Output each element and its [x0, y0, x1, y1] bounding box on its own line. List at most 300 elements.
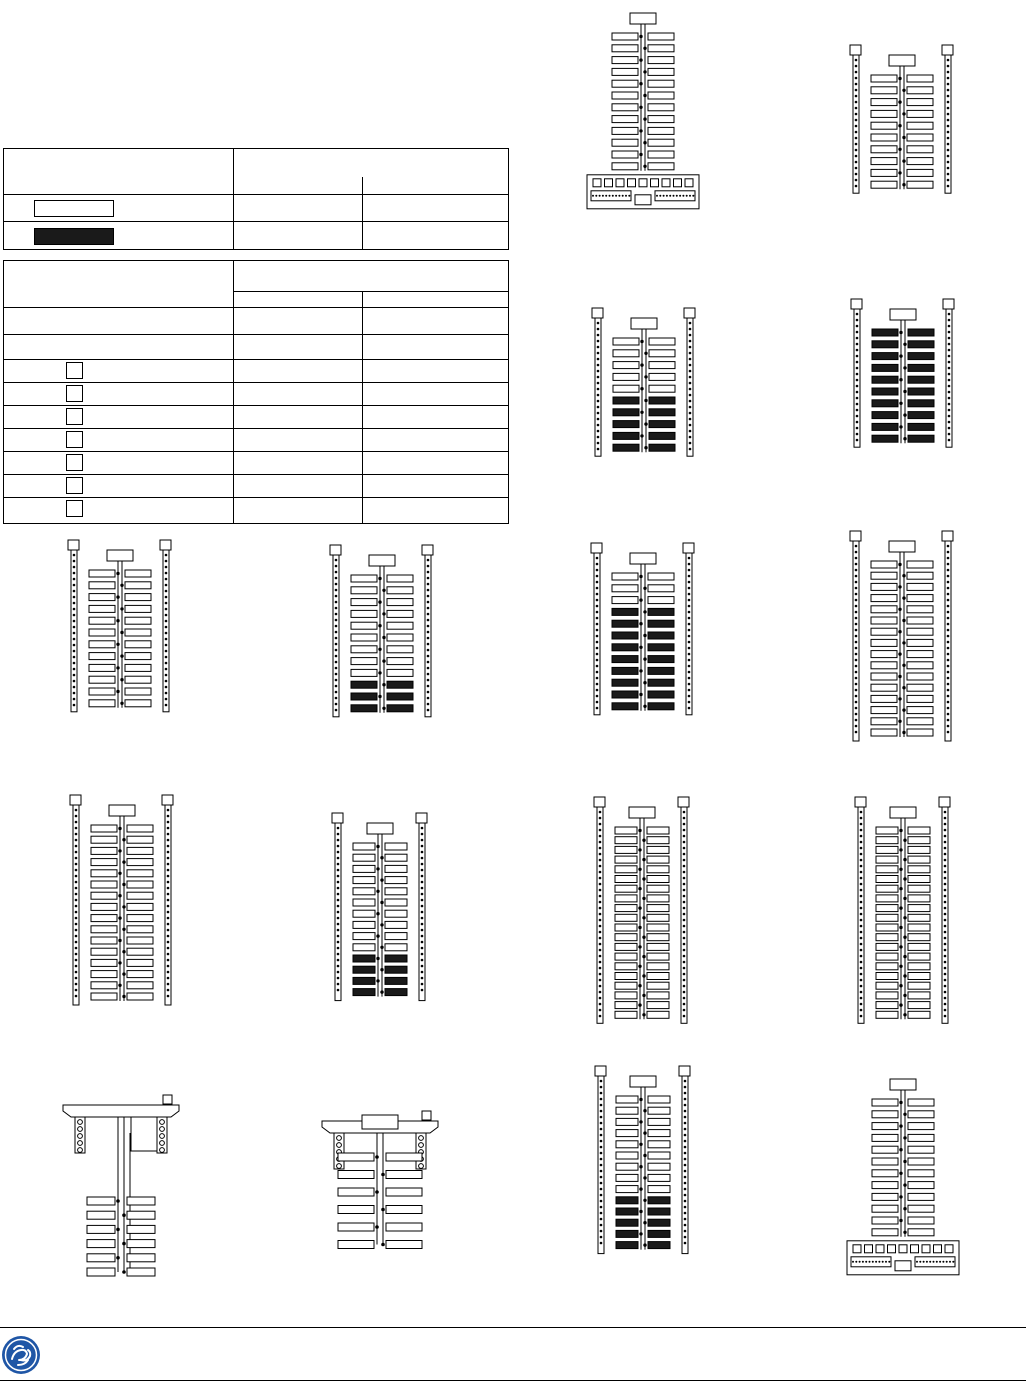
bar-terminal [948, 391, 951, 394]
bar-terminal [167, 977, 170, 980]
breaker-right [647, 992, 669, 999]
breaker-right [386, 1223, 422, 1231]
bus-tap [642, 1013, 645, 1016]
bar-terminal [596, 701, 599, 704]
breaker-left [616, 1186, 638, 1193]
breaker-left [89, 582, 115, 589]
bar-terminal [855, 629, 858, 632]
breaker-left [91, 915, 117, 922]
bar-terminal [75, 953, 78, 956]
bus-tap [640, 363, 643, 366]
breaker-left [615, 1002, 637, 1009]
bus-tap [642, 994, 645, 997]
bar-terminal [855, 161, 858, 164]
bar-terminal [167, 947, 170, 950]
breaker-right [127, 915, 153, 922]
bar-terminal [684, 1146, 687, 1149]
terminal-screw [878, 1261, 880, 1263]
bar-terminal [599, 937, 602, 940]
bar-terminal [688, 671, 691, 674]
bar-terminal [855, 77, 858, 80]
breaker-left [353, 910, 375, 917]
bar-terminal [421, 833, 424, 836]
bus-tap [378, 600, 381, 603]
main-breaker [367, 823, 393, 834]
bar-terminal [856, 319, 859, 322]
bar-terminal [596, 629, 599, 632]
bus-tap [116, 690, 119, 693]
bar-terminal [599, 907, 602, 910]
bar-terminal [855, 125, 858, 128]
bar-terminal [335, 643, 338, 646]
lug-terminal [160, 1127, 165, 1132]
breaker-left [615, 953, 637, 960]
bar-terminal [860, 997, 863, 1000]
bar-terminal [855, 185, 858, 188]
bus-tap [902, 159, 905, 162]
bus-tap [643, 94, 646, 97]
bar-terminal [947, 551, 950, 554]
bar-terminal [944, 847, 947, 850]
bar-terminal [860, 955, 863, 958]
terminal-center [895, 1261, 911, 1271]
bar-terminal [944, 913, 947, 916]
bar-terminal [597, 412, 600, 415]
footer-rule-bottom [0, 1380, 1026, 1381]
breaker-right [649, 350, 675, 357]
bar-terminal [600, 1242, 603, 1245]
bar-terminal [337, 845, 340, 848]
breaker-right [127, 903, 153, 910]
bar-terminal [167, 989, 170, 992]
bar-terminal [167, 815, 170, 818]
bus-tap [644, 375, 647, 378]
breaker-right [908, 982, 930, 989]
bar-terminal [944, 829, 947, 832]
terminal-screw [689, 195, 691, 197]
breaker-left [613, 373, 639, 380]
breaker-right [648, 151, 674, 158]
bar-terminal [167, 839, 170, 842]
ground-square [851, 299, 862, 309]
bar-terminal [335, 673, 338, 676]
bar-terminal [688, 605, 691, 608]
bus-tap [899, 906, 902, 909]
bus-tap [642, 897, 645, 900]
bus-tap [903, 366, 906, 369]
bar-terminal [683, 979, 686, 982]
bus-tap [638, 848, 641, 851]
bar-terminal [683, 853, 686, 856]
breaker-left [871, 99, 897, 106]
bar-terminal [856, 355, 859, 358]
bus-tap [382, 636, 385, 639]
bar-terminal [73, 662, 76, 665]
breaker-right [647, 837, 669, 844]
bus-tap [118, 984, 121, 987]
bar-terminal [165, 704, 168, 707]
breaker-left [615, 1011, 637, 1018]
bar-terminal [596, 689, 599, 692]
breaker-right [649, 338, 675, 345]
bar-terminal [856, 373, 859, 376]
bar-terminal [855, 65, 858, 68]
bar-terminal [167, 935, 170, 938]
bus-tap [643, 1109, 646, 1112]
breaker-right [387, 622, 413, 629]
bus-tap [903, 1183, 906, 1186]
ground-square [592, 308, 603, 318]
bus-tap [902, 112, 905, 115]
bar-terminal [684, 1134, 687, 1137]
bar-terminal [683, 949, 686, 952]
breaker-right [907, 146, 933, 153]
bus-tap [903, 916, 906, 919]
breaker-left [87, 1254, 115, 1262]
breaker-left [87, 1211, 115, 1219]
bar-terminal [421, 881, 424, 884]
breaker-left [871, 684, 897, 691]
bar-terminal [855, 137, 858, 140]
breaker-left [876, 846, 898, 853]
bar-terminal [421, 911, 424, 914]
bus-tap [376, 979, 379, 982]
bar-terminal [688, 665, 691, 668]
breaker-left [871, 662, 897, 669]
bus-tap [639, 693, 642, 696]
bar-terminal [337, 833, 340, 836]
breaker-right [127, 1240, 155, 1248]
breaker-right [649, 362, 675, 369]
ground-square [850, 45, 861, 55]
bus-tap [899, 425, 902, 428]
main-breaker [131, 1117, 157, 1151]
breaker-right [647, 973, 669, 980]
bar-terminal [856, 337, 859, 340]
bar-terminal [165, 650, 168, 653]
bar-terminal [427, 577, 430, 580]
bus-tap [118, 849, 121, 852]
bus-tap [903, 390, 906, 393]
breaker-right [647, 943, 669, 950]
lug-terminal [160, 1120, 165, 1125]
bar-terminal [855, 557, 858, 560]
bar-terminal [688, 701, 691, 704]
breaker-right [125, 570, 151, 577]
bar-terminal [597, 376, 600, 379]
bar-terminal [689, 436, 692, 439]
bar-terminal [855, 107, 858, 110]
breaker-left [613, 397, 639, 404]
main-breaker [631, 318, 657, 329]
bar-terminal [75, 995, 78, 998]
bar-terminal [684, 1230, 687, 1233]
breaker-left [871, 639, 897, 646]
bar-terminal [427, 667, 430, 670]
bar-terminal [856, 349, 859, 352]
bar-terminal [599, 931, 602, 934]
terminal-screw [885, 1261, 887, 1263]
bar-terminal [421, 887, 424, 890]
ground-square [591, 543, 602, 553]
bar-terminal [421, 971, 424, 974]
bar-terminal [688, 635, 691, 638]
bar-terminal [337, 827, 340, 830]
breaker-right [127, 982, 153, 989]
bar-terminal [599, 823, 602, 826]
bar-terminal [73, 680, 76, 683]
breaker-right [907, 718, 933, 725]
bar-terminal [689, 424, 692, 427]
main-breaker [889, 541, 915, 552]
terminal-screw [869, 1261, 871, 1263]
breaker-left [613, 409, 639, 416]
bar-terminal [335, 583, 338, 586]
breaker-right [648, 1197, 670, 1204]
bar-terminal [860, 829, 863, 832]
bar-terminal [947, 173, 950, 176]
bus-tap [120, 702, 123, 705]
bar-terminal [683, 877, 686, 880]
bar-terminal [335, 631, 338, 634]
bar-terminal [947, 611, 950, 614]
breaker-left [876, 953, 898, 960]
bus-tap [378, 671, 381, 674]
bar-terminal [337, 863, 340, 866]
bar-terminal [165, 680, 168, 683]
breaker-left [876, 895, 898, 902]
bar-terminal [427, 571, 430, 574]
bar-terminal [944, 925, 947, 928]
bar-terminal [421, 875, 424, 878]
bar-terminal [947, 137, 950, 140]
bar-terminal [599, 853, 602, 856]
bar-terminal [855, 131, 858, 134]
terminal-screw [663, 195, 665, 197]
breaker-right [907, 99, 933, 106]
bar-terminal [944, 841, 947, 844]
terminal-square [593, 179, 601, 187]
ground-square [939, 797, 950, 807]
breaker-right [127, 926, 153, 933]
neutral-bar-right [946, 308, 952, 447]
breaker-right [648, 1242, 670, 1249]
breaker-left [353, 944, 375, 951]
bar-terminal [855, 599, 858, 602]
bar-terminal [599, 847, 602, 850]
bar-terminal [684, 1116, 687, 1119]
breaker-right [647, 827, 669, 834]
bar-terminal [167, 851, 170, 854]
breaker-left [91, 982, 117, 989]
bus-tap [376, 934, 379, 937]
breaker-right [387, 599, 413, 606]
bar-terminal [944, 895, 947, 898]
bar-terminal [944, 979, 947, 982]
bar-terminal [335, 637, 338, 640]
bar-terminal [335, 577, 338, 580]
bus-tap [642, 839, 645, 842]
bar-terminal [688, 557, 691, 560]
bar-terminal [596, 647, 599, 650]
bar-terminal [855, 551, 858, 554]
panel-7 [592, 308, 695, 456]
breaker-right [908, 837, 930, 844]
bar-terminal [600, 1146, 603, 1149]
bar-terminal [855, 545, 858, 548]
breaker-left [876, 982, 898, 989]
breaker-left [353, 865, 375, 872]
breaker-left [615, 837, 637, 844]
bus-tap [116, 1228, 120, 1232]
breaker-right [125, 641, 151, 648]
bus-tap [642, 974, 645, 977]
bus-tap [382, 612, 385, 615]
breaker-left [615, 914, 637, 921]
bar-terminal [855, 569, 858, 572]
bar-terminal [947, 725, 950, 728]
breaker-right [385, 877, 407, 884]
breaker-right [387, 610, 413, 617]
breaker-right [649, 432, 675, 439]
bar-terminal [167, 911, 170, 914]
bar-terminal [855, 611, 858, 614]
bus-tap [380, 968, 383, 971]
bar-terminal [73, 566, 76, 569]
bar-terminal [947, 653, 950, 656]
bar-terminal [596, 641, 599, 644]
bus-tap [118, 872, 121, 875]
bus-tap [903, 839, 906, 842]
bar-terminal [855, 719, 858, 722]
breaker-right [648, 691, 674, 698]
bar-terminal [860, 943, 863, 946]
bar-terminal [948, 403, 951, 406]
breaker-left [871, 110, 897, 117]
bus-tap [902, 596, 905, 599]
bus-tap [638, 984, 641, 987]
bar-terminal [683, 817, 686, 820]
breaker-right [387, 693, 413, 700]
bar-terminal [599, 943, 602, 946]
breaker-right [385, 977, 407, 984]
breaker-left [871, 673, 897, 680]
bar-terminal [855, 173, 858, 176]
bar-terminal [689, 376, 692, 379]
bar-terminal [597, 352, 600, 355]
breaker-right [648, 679, 674, 686]
breaker-right [908, 376, 934, 383]
bar-terminal [855, 113, 858, 116]
breaker-right [908, 963, 930, 970]
terminal-screw [656, 195, 658, 197]
terminal-screw [926, 1261, 928, 1263]
bar-terminal [73, 668, 76, 671]
bar-terminal [948, 361, 951, 364]
lug-terminal [419, 1143, 424, 1148]
bar-terminal [600, 1170, 603, 1173]
breaker-right [125, 605, 151, 612]
bar-terminal [688, 653, 691, 656]
bar-terminal [165, 698, 168, 701]
bar-terminal [75, 887, 78, 890]
terminal-screw [659, 195, 661, 197]
breaker-right [908, 1158, 934, 1165]
bar-terminal [689, 328, 692, 331]
breaker-right [385, 910, 407, 917]
breaker-right [908, 876, 930, 883]
bar-terminal [337, 923, 340, 926]
bar-terminal [683, 913, 686, 916]
breaker-left [353, 955, 375, 962]
breaker-right [648, 45, 674, 52]
breaker-right [127, 971, 153, 978]
bar-terminal [427, 583, 430, 586]
bus-tap [118, 894, 121, 897]
ground-square [416, 813, 427, 823]
bar-terminal [335, 565, 338, 568]
neutral-bar-left [595, 317, 601, 456]
breaker-right [907, 595, 933, 602]
bar-terminal [683, 871, 686, 874]
bus-tap [903, 955, 906, 958]
bus-tap [899, 848, 902, 851]
bar-terminal [689, 406, 692, 409]
bar-terminal [947, 149, 950, 152]
breaker-left [612, 667, 638, 674]
bar-terminal [855, 695, 858, 698]
breaker-right [647, 953, 669, 960]
bar-terminal [856, 439, 859, 442]
bar-terminal [337, 911, 340, 914]
breaker-left [871, 158, 897, 165]
bar-terminal [421, 965, 424, 968]
bar-terminal [421, 929, 424, 932]
bar-terminal [684, 1158, 687, 1161]
breaker-right [647, 856, 669, 863]
breaker-right [127, 959, 153, 966]
breaker-right [908, 341, 934, 348]
breaker-left [616, 1208, 638, 1215]
bus-tap [640, 387, 643, 390]
breaker-right [127, 1211, 155, 1219]
bus-tap [378, 648, 381, 651]
bar-terminal [688, 593, 691, 596]
bar-terminal [683, 895, 686, 898]
bar-terminal [948, 325, 951, 328]
breaker-left [871, 146, 897, 153]
bus-tap [116, 666, 119, 669]
terminal-square [853, 1245, 861, 1253]
breaker-right [908, 934, 930, 941]
bar-terminal [948, 385, 951, 388]
terminal-screw [625, 195, 627, 197]
bus-tap [380, 923, 383, 926]
breaker-right [907, 75, 933, 82]
bar-terminal [427, 589, 430, 592]
bar-terminal [689, 334, 692, 337]
bar-terminal [688, 683, 691, 686]
bar-terminal [683, 961, 686, 964]
breaker-left [89, 700, 115, 707]
bar-terminal [421, 845, 424, 848]
bar-terminal [684, 1080, 687, 1083]
bar-terminal [689, 388, 692, 391]
breaker-right [908, 1011, 930, 1018]
bar-terminal [684, 1164, 687, 1167]
bar-terminal [599, 817, 602, 820]
bar-terminal [683, 829, 686, 832]
